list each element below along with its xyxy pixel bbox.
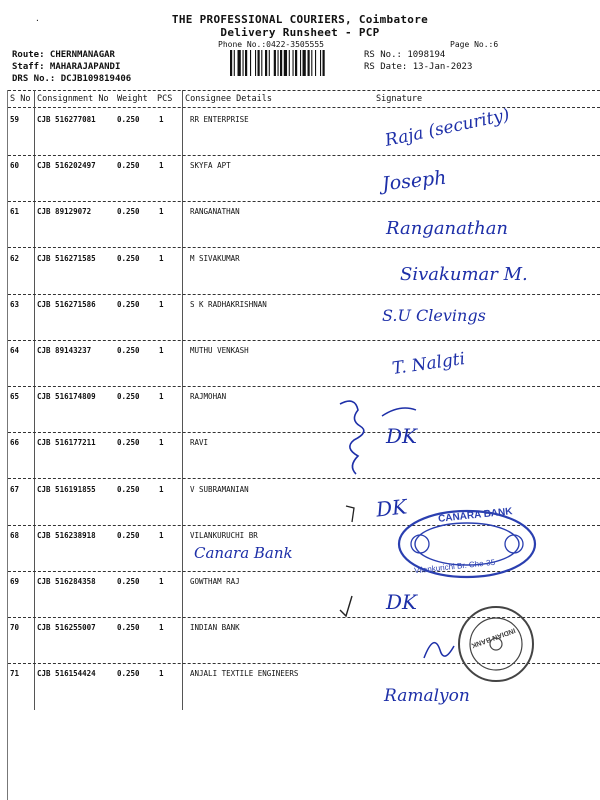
row-pcs: 1 xyxy=(159,207,164,216)
stamp-branch-text: Vilankurichi Br. Che-35 xyxy=(413,557,496,576)
barcode-bar xyxy=(278,50,279,76)
row-weight: 0.250 xyxy=(117,115,140,124)
col-weight: Weight xyxy=(117,94,148,104)
row-sno: 64 xyxy=(10,346,20,355)
signature-69: DK xyxy=(386,590,417,614)
row-separator xyxy=(8,201,600,202)
row-consignment: CJB 89143237 xyxy=(37,346,92,355)
barcode-bar xyxy=(289,50,290,76)
barcode-bar xyxy=(238,50,241,76)
tick-mark xyxy=(344,504,358,524)
row-sno: 59 xyxy=(10,115,20,124)
row-separator xyxy=(8,432,600,433)
row-consignment: CJB 516271585 xyxy=(37,254,96,263)
row-consignee: RANGANATHAN xyxy=(190,207,240,216)
row-consignment: CJB 516271586 xyxy=(37,300,96,309)
row-separator xyxy=(8,247,600,248)
rs-date: RS Date: 13-Jan-2023 xyxy=(364,62,473,72)
phone-number: Phone No.:0422-3505555 xyxy=(218,40,324,49)
signature-63: S.U Clevings xyxy=(382,306,486,325)
barcode-bar xyxy=(308,50,310,76)
row-pcs: 1 xyxy=(159,531,164,540)
barcode xyxy=(230,50,355,76)
row-consignment: CJB 516191855 xyxy=(37,485,96,494)
signature-62: Sivakumar M. xyxy=(400,264,528,285)
signature-59: Raja (security) xyxy=(383,105,512,151)
row-consignee: SKYFA APT xyxy=(190,161,231,170)
row-consignment: CJB 516255007 xyxy=(37,623,96,632)
row-consignee: S K RADHAKRISHNAN xyxy=(190,300,267,309)
row-consignee: GOWTHAM RAJ xyxy=(190,577,240,586)
row-consignee: V SUBRAMANIAN xyxy=(190,485,249,494)
company-title: THE PROFESSIONAL COURIERS, Coimbatore xyxy=(171,13,429,26)
signature-60: Joseph xyxy=(381,166,448,196)
row-pcs: 1 xyxy=(159,254,164,263)
stamp-text: CANARA BANK xyxy=(437,506,513,525)
row-sno: 62 xyxy=(10,254,20,263)
row-pcs: 1 xyxy=(159,623,164,632)
row-sno: 66 xyxy=(10,438,20,447)
barcode-bar xyxy=(234,50,235,76)
row-sno: 60 xyxy=(10,161,20,170)
row-consignee: ANJALI TEXTILE ENGINEERS xyxy=(190,669,299,678)
barcode-bar xyxy=(293,50,294,76)
barcode-bar xyxy=(265,50,267,76)
row-pcs: 1 xyxy=(159,346,164,355)
row-pcs: 1 xyxy=(159,300,164,309)
barcode-bar xyxy=(258,50,260,76)
row-weight: 0.250 xyxy=(117,438,140,447)
row-consignee: RR ENTERPRISE xyxy=(190,115,249,124)
stamp-text: INDIAN BANK xyxy=(470,626,517,649)
row-pcs: 1 xyxy=(159,392,164,401)
barcode-bar xyxy=(311,50,312,76)
barcode-bar xyxy=(255,50,256,76)
row-separator xyxy=(8,155,600,156)
row-consignee: MUTHU VENKASH xyxy=(190,346,249,355)
col-consignee: Consignee Details xyxy=(185,94,272,104)
col-sno: S No xyxy=(10,94,31,104)
runsheet-subtitle: Delivery Runsheet - PCP xyxy=(220,26,380,39)
barcode-bar xyxy=(274,50,276,76)
row-pcs: 1 xyxy=(159,577,164,586)
row-consignee: M SIVAKUMAR xyxy=(190,254,240,263)
barcode-bar xyxy=(261,50,262,76)
row-weight: 0.250 xyxy=(117,346,140,355)
row-consignee: VILANKURUCHI BR xyxy=(190,531,258,540)
row-consignment: CJB 516284358 xyxy=(37,577,96,586)
barcode-bar xyxy=(280,50,282,76)
row-consignment: CJB 89129072 xyxy=(37,207,92,216)
row-consignment: CJB 516174809 xyxy=(37,392,96,401)
row-separator xyxy=(8,386,600,387)
scribble-mark xyxy=(380,402,420,422)
row-consignment: CJB 516154424 xyxy=(37,669,96,678)
barcode-bar xyxy=(315,50,316,76)
row-consignee: INDIAN BANK xyxy=(190,623,240,632)
row-pcs: 1 xyxy=(159,485,164,494)
row-weight: 0.250 xyxy=(117,300,140,309)
row-separator xyxy=(8,294,600,295)
row-weight: 0.250 xyxy=(117,531,140,540)
page-number: Page No.:6 xyxy=(450,40,499,49)
barcode-bar xyxy=(320,50,321,76)
signature-71: Ramalyon xyxy=(384,686,470,706)
barcode-bar xyxy=(303,50,306,76)
row-consignment: CJB 516277081 xyxy=(37,115,96,124)
barcode-bar xyxy=(269,50,270,76)
row-consignee: RAJMOHAN xyxy=(190,392,227,401)
row-weight: 0.250 xyxy=(117,392,140,401)
barcode-bar xyxy=(300,50,301,76)
row-sno: 69 xyxy=(10,577,20,586)
header-rule-top xyxy=(8,90,600,91)
row-weight: 0.250 xyxy=(117,577,140,586)
row-sno: 71 xyxy=(10,669,20,678)
row-pcs: 1 xyxy=(159,669,164,678)
signature-64: T. Nalgti xyxy=(390,349,467,379)
row-weight: 0.250 xyxy=(117,669,140,678)
row-sno: 61 xyxy=(10,207,20,216)
barcode-bar xyxy=(323,50,325,76)
col-consignment: Consignment No xyxy=(37,94,109,104)
row-sno: 70 xyxy=(10,623,20,632)
signature-68: Canara Bank xyxy=(194,544,293,562)
barcode-bar xyxy=(295,50,297,76)
drs-number: DRS No.: DCJB109819406 xyxy=(12,74,132,84)
left-margin-rule xyxy=(7,90,8,800)
row-consignment: CJB 516238918 xyxy=(37,531,96,540)
rs-number: RS No.: 1098194 xyxy=(364,50,446,60)
row-weight: 0.250 xyxy=(117,161,140,170)
barcode-bar xyxy=(230,50,232,76)
signature-66: DK xyxy=(386,424,417,448)
barcode-bar xyxy=(245,50,247,76)
corner-dot: · xyxy=(35,16,40,25)
indian-bank-stamp xyxy=(456,604,536,684)
header-rule-bottom xyxy=(8,107,600,108)
row-consignment: CJB 516202497 xyxy=(37,161,96,170)
scribble-mark xyxy=(330,396,380,476)
tick-mark xyxy=(338,594,358,620)
row-pcs: 1 xyxy=(159,161,164,170)
row-weight: 0.250 xyxy=(117,485,140,494)
signature-67: DK xyxy=(374,494,409,522)
barcode-bar xyxy=(250,50,251,76)
col-signature: Signature xyxy=(376,94,423,104)
row-weight: 0.250 xyxy=(117,254,140,263)
col-pcs: PCS xyxy=(157,94,173,104)
row-separator xyxy=(8,340,600,341)
row-weight: 0.250 xyxy=(117,623,140,632)
row-weight: 0.250 xyxy=(117,207,140,216)
route: Route: CHERNMANAGAR xyxy=(12,50,115,60)
row-pcs: 1 xyxy=(159,115,164,124)
barcode-bar xyxy=(243,50,244,76)
row-sno: 63 xyxy=(10,300,20,309)
canara-bank-stamp xyxy=(396,508,538,580)
row-pcs: 1 xyxy=(159,438,164,447)
row-sno: 67 xyxy=(10,485,20,494)
row-consignee: RAVI xyxy=(190,438,209,447)
signature-61: Ranganathan xyxy=(386,218,509,239)
row-consignment: CJB 516177211 xyxy=(37,438,96,447)
row-sno: 65 xyxy=(10,392,20,401)
barcode-bar xyxy=(284,50,287,76)
row-sno: 68 xyxy=(10,531,20,540)
staff: Staff: MAHARAJAPANDI xyxy=(12,62,121,72)
row-separator xyxy=(8,478,600,479)
